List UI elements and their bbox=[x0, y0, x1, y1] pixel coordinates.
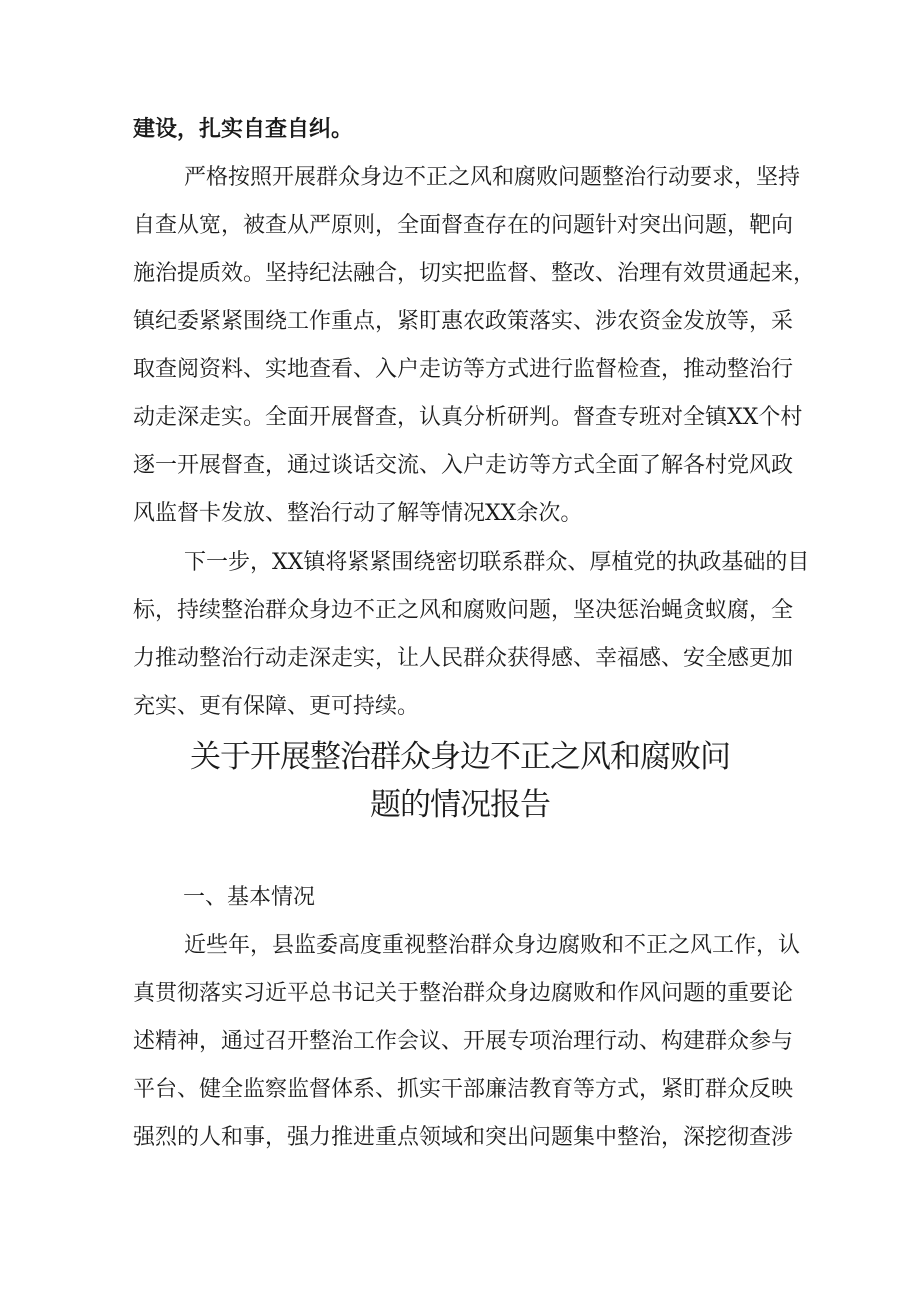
body-text-line: 施治提质效。坚持纪法融合，切实把监督、整改、治理有效贯通起来， bbox=[133, 261, 816, 286]
body-text-line: 取查阅资料、实地查看、入户走访等方式进行监督检查，推动整治行 bbox=[133, 357, 794, 382]
section-heading: 一、基本情况 bbox=[183, 885, 316, 910]
report-title-line-2: 题的情况报告 bbox=[370, 787, 550, 823]
body-text-line: 力推动整治行动走深走实，让人民群众获得感、幸福感、安全感更加 bbox=[133, 646, 794, 671]
body-text-line: 强烈的人和事，强力推进重点领域和突出问题集中整治，深挖彻查涉 bbox=[133, 1125, 794, 1150]
body-text-line: 述精神，通过召开整治工作会议、开展专项治理行动、构建群众参与 bbox=[133, 1029, 794, 1054]
body-text-line: 近些年，县监委高度重视整治群众身边腐败和不正之风工作，认 bbox=[184, 933, 801, 958]
body-text-line: 下一步，XX镇将紧紧围绕密切联系群众、厚植党的执政基础的目 bbox=[184, 550, 810, 575]
continuation-heading-line: 建设，扎实自查自纠。 bbox=[133, 117, 354, 142]
body-text-line: 平台、健全监察监督体系、抓实干部廉洁教育等方式，紧盯群众反映 bbox=[133, 1077, 794, 1102]
body-text-line: 充实、更有保障、更可持续。 bbox=[133, 694, 420, 719]
body-text-line: 镇纪委紧紧围绕工作重点，紧盯惠农政策落实、涉农资金发放等，采 bbox=[133, 309, 794, 334]
body-text-line: 自查从宽，被查从严原则，全面督查存在的问题针对突出问题，靶向 bbox=[133, 213, 794, 238]
body-text-line: 标，持续整治群众身边不正之风和腐败问题，坚决惩治蝇贪蚁腐，全 bbox=[133, 598, 794, 623]
body-text-line: 逐一开展督查，通过谈话交流、入户走访等方式全面了解各村党风政 bbox=[133, 453, 794, 478]
body-text-line: 动走深走实。全面开展督查，认真分析研判。督查专班对全镇XX个村 bbox=[133, 405, 803, 430]
body-text-line: 严格按照开展群众身边不正之风和腐败问题整治行动要求，坚持 bbox=[184, 165, 801, 190]
report-title-line-1: 关于开展整治群众身边不正之风和腐败问 bbox=[190, 739, 730, 775]
body-text-line: 风监督卡发放、整治行动了解等情况XX余次。 bbox=[133, 501, 583, 526]
body-text-line: 真贯彻落实习近平总书记关于整治群众身边腐败和作风问题的重要论 bbox=[133, 981, 794, 1006]
